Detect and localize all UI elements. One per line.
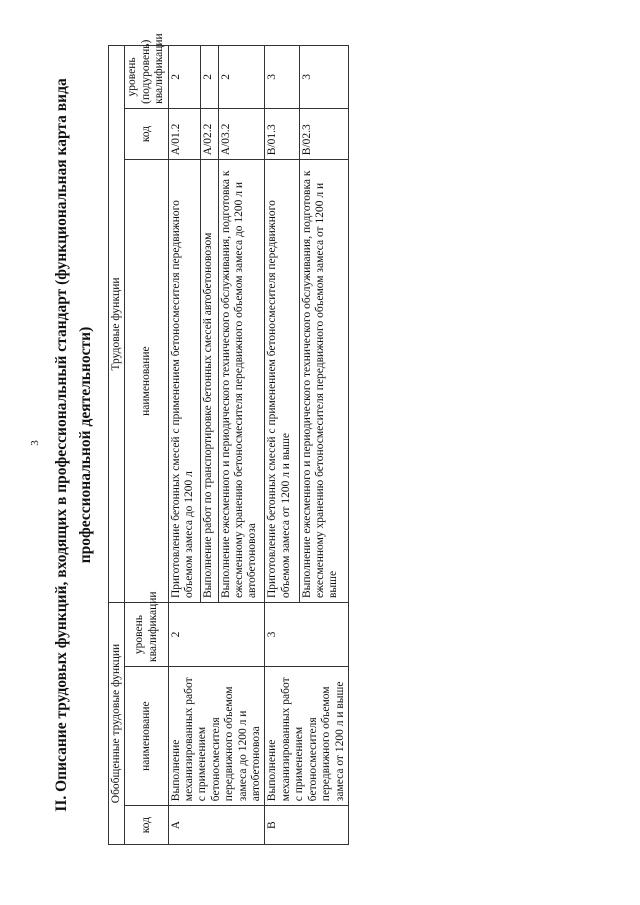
function-code: A/02.2 [200,108,218,159]
group-code: A [168,806,265,845]
header-code: код [125,806,168,845]
page-number: 3 [29,440,41,446]
header-generalized-functions: Обобщенные трудовые функции [109,603,125,845]
header-tf-name: наименование [125,160,168,603]
header-name: наименование [125,666,168,805]
function-level: 2 [200,46,218,109]
function-level: 2 [218,46,265,109]
function-level: 3 [265,46,299,109]
group-level: 3 [265,603,348,667]
group-code: B [265,806,348,845]
title-line-2: профессиональной деятельности) [77,326,94,564]
function-name: Выполнение ежесменного и периодического технического обслуживания, подготовка к ежесменному хранению бетоносмесителя передвижного объемом замеса до 1200 л и автобетоновоза [218,160,265,603]
table-row [265,46,299,845]
section-title [50,45,102,845]
function-code: A/03.2 [218,108,265,159]
function-name: Выполнение работ по транспортировке бетонных смесей автобетоновозом [200,160,218,603]
group-name: Выполнение механизированных работ с применением бетоносмесителя передвижного объемом замеса от 1200 л и выше [265,666,348,805]
function-name: Приготовление бетонных смесей с применением бетоносмесителя передвижного объемом замеса от 1200 л и выше [265,160,299,603]
group-level: 2 [168,603,265,667]
functional-map-table [108,33,349,845]
function-level: 2 [168,46,200,109]
function-code: A/01.2 [168,108,200,159]
function-level: 3 [299,46,348,109]
header-level: уровень квалификации [125,603,168,667]
rotated-page-content [50,33,590,845]
header-labor-functions: Трудовые функции [109,46,125,603]
title-line-1: II. Описание трудовых функций, входящих в профессиональный стандарт (функциональная карта вида [53,78,70,812]
header-row-1 [109,46,125,845]
header-row-2 [125,46,168,845]
group-name: Выполнение механизированных работ с применением бетоносмесителя передвижного объемом замеса до 1200 л и автобетоновоза [168,666,265,805]
function-code: B/01.3 [265,108,299,159]
header-tf-code: код [125,108,168,159]
function-code: B/02.3 [299,108,348,159]
table-row [168,46,200,845]
function-name: Выполнение ежесменного и периодического технического обслуживания, подготовка к ежесменному хранению бетоносмесителя передвижного объемом замеса от 1200 л и выше [299,160,348,603]
header-tf-level: уровень (подуровень) квалификации [125,46,168,109]
function-name: Приготовление бетонных смесей с применением бетоносмесителя передвижного объемом замеса до 1200 л [168,160,200,603]
